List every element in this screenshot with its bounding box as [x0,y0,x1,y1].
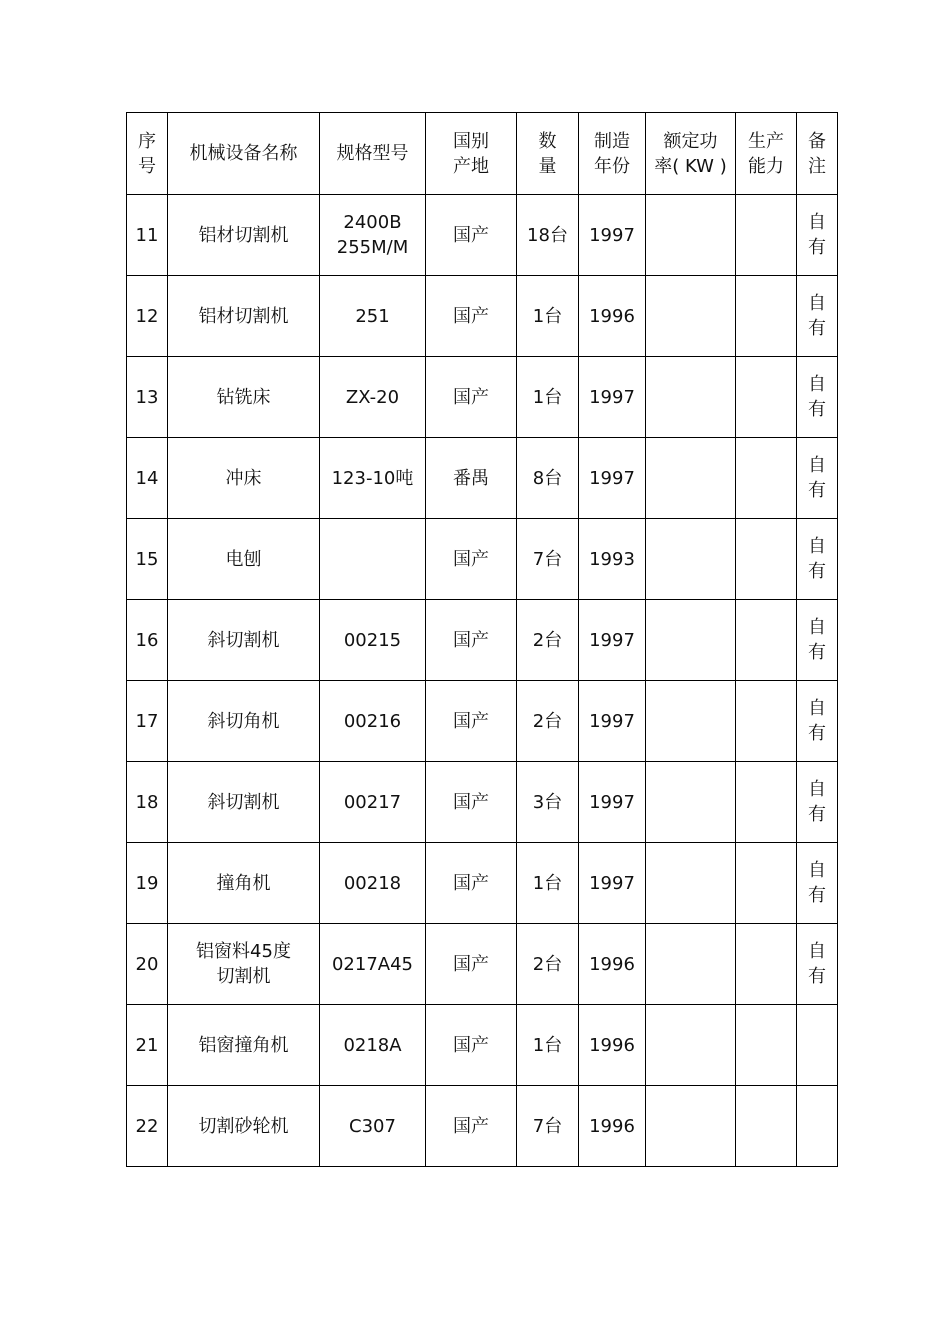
cell-name [168,924,320,1005]
cell-power [646,519,736,600]
cell-text: 7台 [532,1115,563,1137]
cell-year [579,276,646,357]
cell-year [579,195,646,276]
cell-note [797,438,838,519]
cell-text: 18台 [527,224,568,246]
cell-model [320,1005,426,1086]
cell-note [797,357,838,438]
cell-text: 12 [135,305,159,327]
cell-origin [426,195,517,276]
table-row [127,843,838,924]
cell-capacity [736,924,797,1005]
cell-index [127,438,168,519]
cell-note [797,843,838,924]
cell-capacity [736,519,797,600]
cell-text: 国产 [453,710,489,732]
cell-name [168,1086,320,1167]
cell-origin [426,1086,517,1167]
cell-text: 铝窗撞角机 [198,1034,289,1056]
cell-text: 国产 [453,1115,489,1137]
cell-text: 19 [135,872,159,894]
cell-origin [426,843,517,924]
cell-year [579,924,646,1005]
cell-text: 国产 [453,629,489,651]
cell-quantity [517,1086,579,1167]
cell-text: ZX-20 [345,386,400,408]
cell-text: 1996 [589,1034,635,1056]
cell-name [168,762,320,843]
cell-name [168,276,320,357]
cell-text: 斜切角机 [207,710,280,732]
cell-text: 1台 [532,305,563,327]
cell-text: 1台 [532,872,563,894]
cell-text: 自 有 [808,860,826,906]
header-cell-index: 序 号 [127,113,168,195]
cell-year [579,438,646,519]
cell-model [320,195,426,276]
cell-text: 铝材切割机 [198,305,289,327]
cell-text: 电刨 [225,548,262,570]
cell-origin [426,681,517,762]
cell-text: 钻铣床 [216,386,271,408]
cell-text: 00217 [343,791,402,813]
cell-capacity [736,1005,797,1086]
cell-index [127,357,168,438]
cell-text: 1997 [589,710,635,732]
table-row [127,681,838,762]
cell-capacity [736,681,797,762]
cell-text: 00216 [343,710,402,732]
header-cell-model: 规格型号 [320,113,426,195]
cell-text: 16 [135,629,159,651]
cell-power [646,843,736,924]
cell-text: 自 有 [808,212,826,258]
header-cell-note: 备 注 [797,113,838,195]
cell-text: 铝窗料45度 切割机 [196,941,291,987]
cell-text: 冲床 [225,467,262,489]
cell-power [646,600,736,681]
cell-origin [426,762,517,843]
header-cell-year: 制造 年份 [579,113,646,195]
cell-text: 国产 [453,791,489,813]
table-row [127,438,838,519]
cell-index [127,600,168,681]
cell-text: 00218 [343,872,402,894]
cell-index [127,762,168,843]
cell-text: 00215 [343,629,402,651]
header-cell-power: 额定功 率( KW ) [646,113,736,195]
cell-power [646,1086,736,1167]
cell-text: 1997 [589,224,635,246]
cell-index [127,1086,168,1167]
cell-origin [426,924,517,1005]
cell-text: 8台 [532,467,563,489]
cell-model [320,438,426,519]
cell-text: 1997 [589,791,635,813]
cell-power [646,924,736,1005]
table-row [127,762,838,843]
cell-text: 7台 [532,548,563,570]
cell-quantity [517,600,579,681]
cell-model [320,681,426,762]
cell-text: 1997 [589,872,635,894]
cell-text: 123-10吨 [331,467,414,489]
cell-index [127,195,168,276]
table-row [127,519,838,600]
cell-quantity [517,1005,579,1086]
cell-text: 21 [135,1034,159,1056]
cell-year [579,681,646,762]
cell-capacity [736,762,797,843]
cell-text: 2台 [532,629,563,651]
cell-text: 2400B 255M/M [336,212,409,258]
cell-text: 1993 [589,548,635,570]
cell-capacity [736,357,797,438]
cell-text: 13 [135,386,159,408]
cell-note [797,600,838,681]
cell-power [646,438,736,519]
cell-text: 国产 [453,548,489,570]
cell-name [168,357,320,438]
cell-text: 3台 [532,791,563,813]
cell-index [127,681,168,762]
cell-text: 1996 [589,1115,635,1137]
cell-text: 15 [135,548,159,570]
table-row [127,600,838,681]
cell-index [127,843,168,924]
cell-year [579,1086,646,1167]
cell-index [127,1005,168,1086]
cell-model [320,924,426,1005]
cell-year [579,519,646,600]
cell-origin [426,519,517,600]
cell-note [797,762,838,843]
cell-origin [426,438,517,519]
cell-text: 1997 [589,467,635,489]
cell-text: 自 有 [808,374,826,420]
cell-quantity [517,519,579,600]
cell-text: 番禺 [453,467,489,489]
cell-text: 0218A [343,1034,402,1056]
cell-note [797,681,838,762]
table-body [127,195,838,1167]
cell-year [579,843,646,924]
cell-year [579,357,646,438]
cell-text: 251 [355,305,390,327]
cell-capacity [736,1086,797,1167]
table-row [127,924,838,1005]
cell-text: 铝材切割机 [198,224,289,246]
cell-model [320,843,426,924]
cell-capacity [736,195,797,276]
cell-capacity [736,600,797,681]
cell-note [797,276,838,357]
cell-power [646,195,736,276]
header-cell-capacity: 生产 能力 [736,113,797,195]
header-cell-origin: 国别 产地 [426,113,517,195]
cell-origin [426,276,517,357]
table-row [127,1086,838,1167]
cell-text: 1997 [589,629,635,651]
cell-note [797,519,838,600]
table-row [127,357,838,438]
cell-quantity [517,762,579,843]
cell-note [797,1086,838,1167]
cell-text: 国产 [453,1034,489,1056]
cell-power [646,276,736,357]
cell-text: 18 [135,791,159,813]
equipment-table [126,112,838,1167]
cell-power [646,762,736,843]
cell-model [320,762,426,843]
cell-text: 11 [135,224,159,246]
cell-quantity [517,195,579,276]
cell-model [320,357,426,438]
cell-capacity [736,276,797,357]
cell-text: 国产 [453,872,489,894]
header-cell-name: 机械设备名称 [168,113,320,195]
cell-text: 自 有 [808,617,826,663]
cell-quantity [517,843,579,924]
cell-quantity [517,438,579,519]
cell-index [127,519,168,600]
cell-text: 斜切割机 [207,629,280,651]
cell-text: 1台 [532,1034,563,1056]
table-header-row [127,113,838,195]
cell-text: 自 有 [808,455,826,501]
cell-text: 22 [135,1115,159,1137]
cell-origin [426,600,517,681]
cell-name [168,1005,320,1086]
cell-name [168,843,320,924]
cell-model [320,276,426,357]
cell-text: C307 [349,1115,396,1137]
cell-capacity [736,438,797,519]
cell-text: 自 有 [808,536,826,582]
cell-model [320,600,426,681]
cell-note [797,1005,838,1086]
cell-quantity [517,681,579,762]
cell-year [579,600,646,681]
table-row [127,1005,838,1086]
cell-origin [426,357,517,438]
cell-quantity [517,924,579,1005]
cell-year [579,762,646,843]
header-cell-quantity: 数 量 [517,113,579,195]
cell-model [320,519,426,600]
cell-year [579,1005,646,1086]
cell-capacity [736,843,797,924]
cell-quantity [517,276,579,357]
cell-text: 自 有 [808,941,826,987]
cell-text: 1997 [589,386,635,408]
cell-name [168,438,320,519]
cell-text: 14 [135,467,159,489]
cell-text: 1996 [589,305,635,327]
cell-text: 1台 [532,386,563,408]
cell-text: 17 [135,710,159,732]
cell-text: 切割砂轮机 [198,1115,289,1137]
cell-text: 2台 [532,953,563,975]
cell-text: 国产 [453,305,489,327]
cell-text: 撞角机 [216,872,271,894]
cell-text: 2台 [532,710,563,732]
cell-name [168,600,320,681]
cell-power [646,681,736,762]
cell-text: 国产 [453,386,489,408]
cell-text: 自 有 [808,779,826,825]
cell-text: 国产 [453,224,489,246]
cell-model [320,1086,426,1167]
cell-origin [426,1005,517,1086]
cell-name [168,195,320,276]
table-row [127,195,838,276]
table-row [127,276,838,357]
cell-text: 自 有 [808,293,826,339]
cell-text: 斜切割机 [207,791,280,813]
cell-index [127,276,168,357]
cell-text: 20 [135,953,159,975]
cell-quantity [517,357,579,438]
cell-name [168,681,320,762]
cell-text: 1996 [589,953,635,975]
cell-text: 自 有 [808,698,826,744]
cell-note [797,195,838,276]
cell-text: 0217A45 [331,953,414,975]
cell-power [646,357,736,438]
cell-index [127,924,168,1005]
cell-text: 国产 [453,953,489,975]
cell-note [797,924,838,1005]
cell-power [646,1005,736,1086]
cell-name [168,519,320,600]
